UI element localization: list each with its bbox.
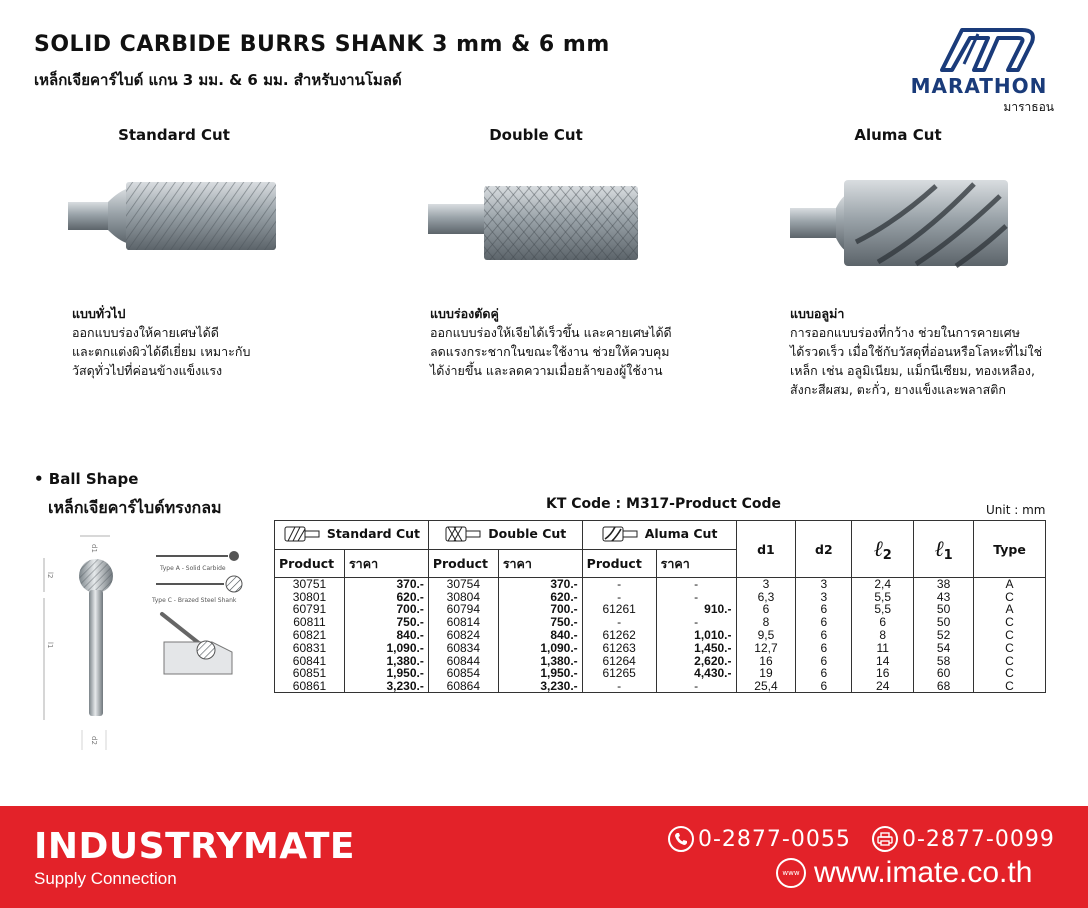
- table-row: [275, 680, 1046, 693]
- cell-standard-price: 3,230.-: [344, 680, 428, 693]
- cell-l1: 58: [914, 654, 974, 667]
- table-row: [275, 590, 1046, 603]
- cell-l1: 38: [914, 578, 974, 591]
- cell-l1: 68: [914, 680, 974, 693]
- cell-type: A: [974, 603, 1046, 616]
- cell-double-product: 60864: [428, 680, 498, 693]
- double-cut-icon: [444, 525, 482, 543]
- logo-wordmark: MARATHON: [910, 74, 1048, 98]
- ball-shape-heading: • Ball Shape: [34, 470, 139, 488]
- table-row: [275, 667, 1046, 680]
- cut-aluma-line: เหล็ก เช่น อลูมิเนียม, แม็กนีเซียม, ทองเหลือง,: [790, 363, 1036, 378]
- cell-aluma-price: 2,620.-: [656, 654, 736, 667]
- cell-standard-price: 620.-: [344, 590, 428, 603]
- cell-aluma-price: 910.-: [656, 603, 736, 616]
- subheader-product: Product: [582, 550, 656, 578]
- cell-d1: 8: [736, 616, 796, 629]
- cell-double-product: 60844: [428, 654, 498, 667]
- cell-l2: 6: [852, 616, 914, 629]
- marathon-logo: [904, 24, 1054, 116]
- product-spec-table: [274, 520, 1046, 693]
- cut-double-line: ลดแรงกระชากในขณะใช้งาน ช่วยให้ควบคุม: [430, 344, 670, 359]
- cell-l2: 8: [852, 629, 914, 642]
- cell-double-price: 750.-: [498, 616, 582, 629]
- cell-d2: 6: [796, 641, 852, 654]
- cell-standard-product: 60861: [275, 680, 345, 693]
- cell-d1: 6,3: [736, 590, 796, 603]
- cell-d1: 3: [736, 578, 796, 591]
- cell-aluma-product: 61262: [582, 629, 656, 642]
- website-url: www.imate.co.th: [814, 856, 1033, 889]
- header-l1-subscript: 1: [943, 547, 953, 563]
- standard-cut-burr-image: [68, 176, 288, 256]
- header-d1: d1: [736, 521, 796, 578]
- www-globe-icon: www: [776, 858, 806, 888]
- subheader-price: ราคา: [498, 550, 582, 578]
- table-row: [275, 641, 1046, 654]
- cell-standard-price: 840.-: [344, 629, 428, 642]
- footer-website[interactable]: [776, 856, 1032, 890]
- cell-d2: 6: [796, 667, 852, 680]
- cell-aluma-product: 61264: [582, 654, 656, 667]
- cell-type: C: [974, 590, 1046, 603]
- table-row: [275, 578, 1046, 591]
- cell-aluma-product: -: [582, 578, 656, 591]
- cell-standard-price: 1,950.-: [344, 667, 428, 680]
- cell-double-product: 60854: [428, 667, 498, 680]
- type-a-caption: Type A - Solid Carbide: [160, 565, 226, 572]
- header-type: Type: [974, 521, 1046, 578]
- cell-d2: 6: [796, 629, 852, 642]
- cell-type: C: [974, 667, 1046, 680]
- cell-aluma-product: -: [582, 680, 656, 693]
- cell-standard-price: 1,090.-: [344, 641, 428, 654]
- subheader-product: Product: [275, 550, 345, 578]
- cell-double-price: 3,230.-: [498, 680, 582, 693]
- cut-double-line: ได้ง่ายขึ้น และลดความเมื่อยล้าของผู้ใช้งาน: [430, 363, 663, 378]
- cut-standard-title: Standard Cut: [118, 126, 230, 144]
- fax-number: 0-2877-0099: [902, 826, 1055, 852]
- cell-aluma-product: -: [582, 590, 656, 603]
- cut-double-title-wrap: [386, 126, 686, 144]
- header-l1-letter: ℓ: [934, 536, 944, 562]
- ball-burr-technical-drawing: [34, 524, 274, 754]
- cell-aluma-product: 61263: [582, 641, 656, 654]
- cell-d2: 3: [796, 590, 852, 603]
- cell-double-price: 1,950.-: [498, 667, 582, 680]
- header-l2-subscript: 2: [882, 547, 892, 563]
- cell-l1: 43: [914, 590, 974, 603]
- cell-aluma-price: 1,010.-: [656, 629, 736, 642]
- header-double-cut-label: Double Cut: [488, 526, 567, 541]
- cell-double-price: 840.-: [498, 629, 582, 642]
- cell-aluma-price: 1,450.-: [656, 641, 736, 654]
- cell-l1: 50: [914, 616, 974, 629]
- cut-standard-line: และตกแต่งผิวได้ดีเยี่ยม เหมาะกับ: [72, 344, 251, 359]
- cut-double-title: Double Cut: [489, 126, 583, 144]
- cell-double-product: 60834: [428, 641, 498, 654]
- double-cut-burr-image: [424, 176, 644, 268]
- aluma-cut-burr-image: [786, 172, 1016, 272]
- header-aluma-cut-label: Aluma Cut: [644, 526, 718, 541]
- header-l2: [852, 521, 914, 578]
- dim-d2-label: d2: [90, 736, 98, 745]
- cell-double-price: 1,090.-: [498, 641, 582, 654]
- cell-standard-price: 370.-: [344, 578, 428, 591]
- cell-l2: 16: [852, 667, 914, 680]
- cell-standard-product: 60851: [275, 667, 345, 680]
- cut-aluma-description: [790, 304, 1080, 399]
- cell-aluma-price: -: [656, 616, 736, 629]
- cell-aluma-product: 61265: [582, 667, 656, 680]
- cell-d1: 16: [736, 654, 796, 667]
- cell-double-product: 60814: [428, 616, 498, 629]
- cell-type: C: [974, 680, 1046, 693]
- footer-banner: [0, 806, 1088, 908]
- cell-l2: 2,4: [852, 578, 914, 591]
- cell-l1: 54: [914, 641, 974, 654]
- dim-l1-label: l1: [46, 642, 54, 649]
- cell-standard-product: 60841: [275, 654, 345, 667]
- logo-thai-text: มาราธอน: [1003, 100, 1054, 114]
- cell-d2: 3: [796, 578, 852, 591]
- cell-l1: 60: [914, 667, 974, 680]
- cell-aluma-price: -: [656, 680, 736, 693]
- table-row: [275, 629, 1046, 642]
- cell-d2: 6: [796, 616, 852, 629]
- cell-aluma-price: 4,430.-: [656, 667, 736, 680]
- cut-aluma-line: สังกะสีผสม, ตะกั่ว, ยางแข็งและพลาสติก: [790, 382, 1006, 397]
- subheader-product: Product: [428, 550, 498, 578]
- cell-standard-product: 60811: [275, 616, 345, 629]
- table-row: [275, 654, 1046, 667]
- header-l2-letter: ℓ: [873, 536, 883, 562]
- cell-double-product: 60824: [428, 629, 498, 642]
- header-standard-cut: [275, 521, 429, 550]
- cut-double-heading: แบบร่องตัดคู่: [430, 306, 499, 321]
- footer-tagline: Supply Connection: [34, 869, 177, 888]
- dim-d1-label: d1: [90, 544, 98, 553]
- header-l1: [914, 521, 974, 578]
- footer-fax[interactable]: [872, 826, 1055, 852]
- cell-d1: 9,5: [736, 629, 796, 642]
- cut-aluma-line: ได้รวดเร็ว เมื่อใช้กับวัสดุที่อ่อนหรือโลหะที่ไม่ใช่: [790, 344, 1043, 359]
- cell-d1: 12,7: [736, 641, 796, 654]
- cell-l2: 5,5: [852, 590, 914, 603]
- cell-d2: 6: [796, 680, 852, 693]
- cell-double-product: 60794: [428, 603, 498, 616]
- cell-double-price: 370.-: [498, 578, 582, 591]
- cell-aluma-price: -: [656, 578, 736, 591]
- cell-aluma-product: -: [582, 616, 656, 629]
- cell-type: A: [974, 578, 1046, 591]
- page-subtitle: เหล็กเจียคาร์ไบด์ แกน 3 มม. & 6 มม. สำหรับงานโมลด์: [34, 71, 402, 89]
- cell-double-price: 700.-: [498, 603, 582, 616]
- aluma-cut-icon: [601, 525, 639, 543]
- cell-standard-product: 30801: [275, 590, 345, 603]
- cut-aluma-title: Aluma Cut: [854, 126, 942, 144]
- standard-cut-icon: [283, 525, 321, 543]
- cell-double-price: 1,380.-: [498, 654, 582, 667]
- fax-icon: [872, 826, 898, 852]
- cell-standard-price: 1,380.-: [344, 654, 428, 667]
- cell-l2: 14: [852, 654, 914, 667]
- cell-l2: 5,5: [852, 603, 914, 616]
- cut-aluma-heading: แบบอลูม่า: [790, 306, 845, 321]
- cell-standard-product: 30751: [275, 578, 345, 591]
- cell-double-product: 30804: [428, 590, 498, 603]
- cell-aluma-product: 61261: [582, 603, 656, 616]
- header-aluma-cut: [582, 521, 736, 550]
- cell-type: C: [974, 616, 1046, 629]
- cut-double-description: [430, 304, 720, 380]
- cell-l1: 52: [914, 629, 974, 642]
- table-row: [275, 616, 1046, 629]
- cut-standard-title-wrap: [24, 126, 324, 144]
- cell-type: C: [974, 654, 1046, 667]
- cell-type: C: [974, 629, 1046, 642]
- cell-standard-product: 60831: [275, 641, 345, 654]
- cell-d1: 19: [736, 667, 796, 680]
- cell-d2: 6: [796, 603, 852, 616]
- header-d2: d2: [796, 521, 852, 578]
- header-double-cut: [428, 521, 582, 550]
- table-row: [275, 603, 1046, 616]
- cell-d1: 6: [736, 603, 796, 616]
- header-standard-cut-label: Standard Cut: [326, 526, 421, 541]
- cell-l2: 24: [852, 680, 914, 693]
- page-title: SOLID CARBIDE BURRS SHANK 3 mm & 6 mm: [34, 32, 610, 57]
- subheader-price: ราคา: [656, 550, 736, 578]
- cell-d1: 25,4: [736, 680, 796, 693]
- phone-number: 0-2877-0055: [698, 826, 851, 852]
- ball-shape-thai-heading: เหล็กเจียคาร์ไบด์ทรงกลม: [48, 498, 222, 517]
- cell-type: C: [974, 641, 1046, 654]
- dim-l2-label: l2: [46, 572, 54, 579]
- cut-aluma-line: การออกแบบร่องที่กว้าง ช่วยในการคายเศษ: [790, 325, 1020, 340]
- cell-double-product: 30754: [428, 578, 498, 591]
- phone-icon: [668, 826, 694, 852]
- cell-standard-price: 700.-: [344, 603, 428, 616]
- cell-standard-product: 60821: [275, 629, 345, 642]
- cell-l1: 50: [914, 603, 974, 616]
- cut-double-line: ออกแบบร่องให้เจียได้เร็วขึ้น และคายเศษได้ดี: [430, 325, 672, 340]
- cell-standard-product: 60791: [275, 603, 345, 616]
- cell-double-price: 620.-: [498, 590, 582, 603]
- cell-l2: 11: [852, 641, 914, 654]
- cell-aluma-price: -: [656, 590, 736, 603]
- cut-standard-heading: แบบทั่วไป: [72, 306, 126, 321]
- cut-standard-line: วัสดุทั่วไปที่ค่อนข้างแข็งแรง: [72, 363, 223, 378]
- cell-d2: 6: [796, 654, 852, 667]
- footer-brand: INDUSTRYMATE: [34, 826, 355, 867]
- kt-code-label: KT Code : M317-Product Code: [546, 496, 782, 512]
- footer-phone[interactable]: [668, 826, 851, 852]
- marathon-logo-mark-icon: [904, 24, 1054, 74]
- cut-standard-line: ออกแบบร่องให้คายเศษได้ดี: [72, 325, 219, 340]
- subheader-price: ราคา: [344, 550, 428, 578]
- cut-aluma-title-wrap: [748, 126, 1048, 144]
- cut-standard-description: [72, 304, 362, 380]
- type-c-caption: Type C - Brazed Steel Shank: [152, 597, 237, 604]
- cell-standard-price: 750.-: [344, 616, 428, 629]
- unit-label: Unit : mm: [986, 503, 1046, 517]
